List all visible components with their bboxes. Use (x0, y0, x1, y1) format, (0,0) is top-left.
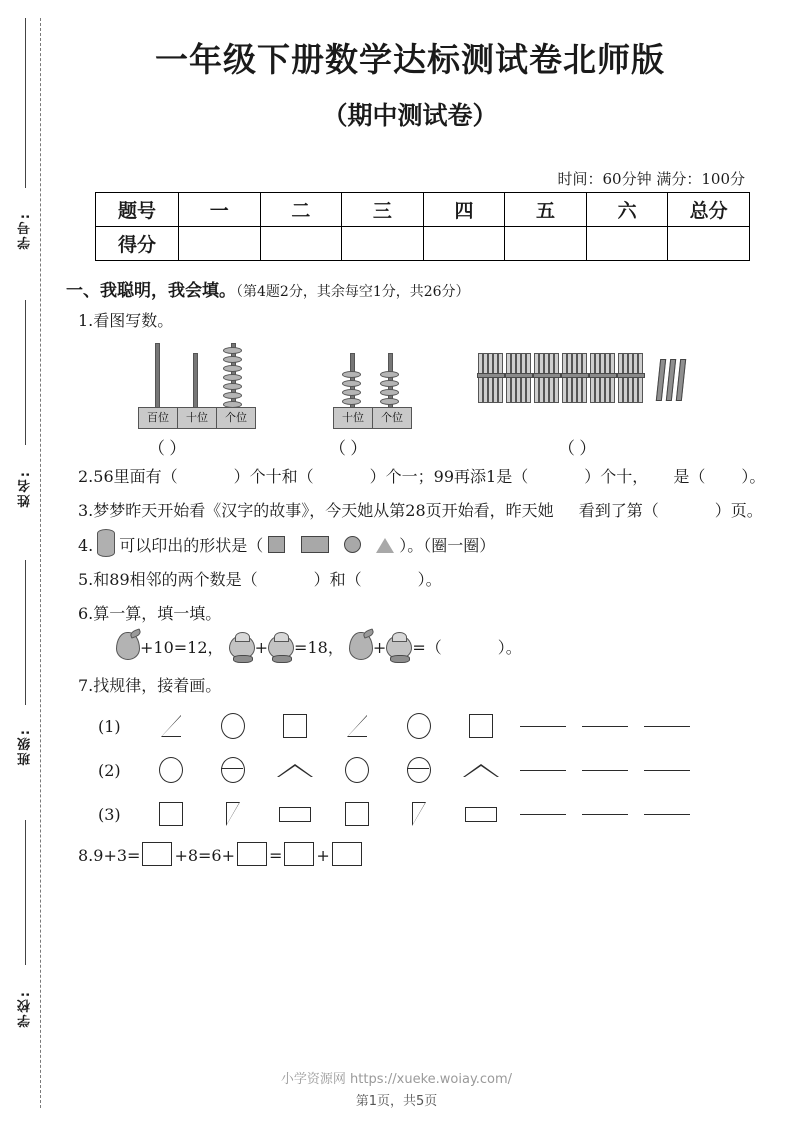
right-triangle-icon (161, 715, 181, 737)
student-info-margin (0, 0, 60, 1122)
page-subtitle: （期中测试卷） (322, 101, 498, 130)
stick-bundles-figure (478, 339, 748, 459)
question-2-text-d: ）个十， (584, 467, 649, 486)
stick-bundle (478, 353, 502, 401)
col-header-total: 总分 (668, 193, 750, 227)
rectangle-icon[interactable] (301, 536, 329, 553)
row-label-question-no: 题号 (96, 193, 179, 227)
pattern-cell (388, 802, 450, 826)
question-5-text-c: ）。 (417, 570, 442, 589)
blank-line (582, 770, 628, 771)
question-8-text-c: = (269, 846, 283, 865)
page-title: 一年级下册数学达标测试卷北师版 (155, 40, 665, 79)
score-cell-3[interactable] (342, 227, 424, 261)
section-heading (66, 276, 770, 301)
single-stick (666, 359, 676, 401)
margin-item-name (8, 470, 42, 512)
col-header-2: 二 (260, 193, 342, 227)
question-1-stem: 1.看图写数。 (78, 311, 174, 330)
answer-box[interactable] (142, 842, 172, 866)
pattern-cell (450, 807, 512, 822)
abacus-bead (342, 389, 361, 396)
footer-page-number: 第1页，共5页 (355, 1094, 438, 1109)
score-cell-2[interactable] (260, 227, 342, 261)
abacus-base (138, 407, 256, 429)
abacus-bead (223, 356, 242, 363)
pattern-cell (264, 764, 326, 777)
question-7-stem: 7.找规律，接着画。 (78, 676, 222, 695)
question-3-text-a: 看到了第（ (578, 501, 659, 520)
page-footer (0, 1068, 793, 1109)
answer-paren-abacus1[interactable]: （ ） (148, 439, 187, 458)
exam-content (60, 276, 770, 874)
section-heading-note: （第4题2分，其余每空1分，共26分） (236, 284, 470, 300)
question-8 (78, 840, 770, 872)
question-6-eq3-end: ）。 (497, 638, 522, 657)
triangle-icon[interactable] (376, 538, 394, 553)
question-2-text-c: ）个一；99再添1是（ (369, 467, 529, 486)
col-header-6: 六 (586, 193, 668, 227)
pattern-label-2: (2) (98, 760, 121, 780)
question-6-eq3-op2: =（ (412, 638, 442, 657)
abacus-bead (223, 392, 242, 399)
pattern-cell (326, 757, 388, 783)
abacus-bead (223, 374, 242, 381)
flat-triangle-icon (277, 764, 313, 777)
circle-icon (221, 713, 245, 739)
abacus-bead (223, 347, 242, 354)
stick-bundle (618, 353, 642, 401)
stick-group (478, 353, 684, 401)
pattern-cell (202, 757, 264, 783)
peach-icon (386, 635, 412, 659)
question-2-text-e: 是（ (673, 467, 706, 486)
question-1-figures (78, 339, 770, 459)
abacus-base (333, 407, 412, 429)
horizontal-rectangle-icon (465, 807, 497, 822)
square-icon (159, 802, 183, 826)
abacus-bead (342, 371, 361, 378)
question-5-text-b: ）和（ (313, 570, 362, 589)
blank-line (520, 770, 566, 771)
margin-item-school (8, 990, 42, 1032)
pattern-answer-blank[interactable] (512, 770, 574, 771)
margin-rule (25, 560, 26, 705)
pattern-cell (140, 715, 202, 737)
abacus-bead (380, 389, 399, 396)
pattern-answer-blank[interactable] (512, 814, 574, 815)
question-5-text-a: 5.和89相邻的两个数是（ (78, 570, 258, 589)
blank-line (582, 814, 628, 815)
question-6-eq1: +10=12， (140, 638, 224, 657)
pattern-answer-blank[interactable] (574, 726, 636, 727)
margin-rule (25, 18, 26, 188)
abacus-label-tens: 十位 (334, 408, 373, 428)
pattern-cell (202, 713, 264, 739)
pattern-answer-blank[interactable] (574, 770, 636, 771)
question-8-text-b: +8=6+ (174, 846, 236, 865)
right-triangle-icon (347, 715, 367, 737)
abacus-two-column (329, 339, 423, 459)
question-2-text-f: ）。 (741, 467, 766, 486)
abacus-bead (342, 380, 361, 387)
score-cell-1[interactable] (179, 227, 261, 261)
score-cell-6[interactable] (586, 227, 668, 261)
question-2-text-b: ）个十和（ (233, 467, 314, 486)
cylinder-icon (97, 529, 115, 557)
col-header-1: 一 (179, 193, 261, 227)
pattern-cell (388, 757, 450, 783)
question-3-line1: 3.梦梦昨天开始看《汉字的故事》，今天她从第28页开始看，昨天她 (78, 501, 554, 520)
blank-line (520, 814, 566, 815)
question-5 (78, 564, 770, 596)
peach-icon (268, 635, 294, 659)
abacus-bead (380, 398, 399, 405)
score-table (95, 192, 750, 261)
table-row-header (96, 193, 750, 227)
margin-rule (25, 300, 26, 445)
square-icon (283, 714, 307, 738)
pattern-cell (264, 714, 326, 738)
abacus-bead (380, 371, 399, 378)
thin-triangle-icon (226, 802, 240, 826)
pattern-answer-blank[interactable] (574, 814, 636, 815)
margin-item-student-id (8, 212, 42, 254)
blank-line (644, 770, 690, 771)
circle-icon (407, 713, 431, 739)
question-4 (78, 529, 770, 562)
question-3-line2 (579, 495, 763, 527)
question-6-eq2-op1: + (254, 638, 269, 657)
stick-bundle (590, 353, 614, 401)
pattern-cell (450, 714, 512, 738)
pattern-answer-blank[interactable] (512, 726, 574, 727)
circle-icon (159, 757, 183, 783)
pattern-label-3: (3) (98, 804, 121, 824)
stick-bundle (534, 353, 558, 401)
question-6-stem: 6.算一算，填一填。 (78, 604, 222, 623)
question-3 (78, 495, 770, 527)
pattern-cell (202, 802, 264, 826)
pattern-cell (450, 764, 512, 777)
row-label-score: 得分 (96, 227, 179, 261)
stick-bundle (562, 353, 586, 401)
abacus-label-tens: 十位 (178, 408, 217, 428)
pattern-row-2 (98, 748, 770, 792)
square-icon[interactable] (268, 536, 285, 553)
exam-meta-info: 时间：60分钟 满分：100分 (557, 170, 745, 188)
pattern-cell (388, 713, 450, 739)
margin-label-school: 学校: (17, 990, 33, 1028)
answer-paren-abacus2[interactable]: （ ） (329, 439, 368, 458)
square-icon (345, 802, 369, 826)
blank-line (582, 726, 628, 727)
pattern-row-3 (98, 792, 770, 836)
margin-label-name: 姓名: (17, 470, 33, 508)
col-header-3: 三 (342, 193, 424, 227)
table-row-scores (96, 227, 750, 261)
pattern-label-1: (1) (98, 716, 121, 736)
flat-triangle-icon (463, 764, 499, 777)
pattern-answer-blank[interactable] (636, 770, 698, 771)
blank-line (644, 726, 690, 727)
circle-icon (345, 757, 369, 783)
abacus-label-ones: 个位 (225, 411, 247, 424)
answer-paren-sticks[interactable]: （ ） (558, 439, 597, 458)
col-header-5: 五 (505, 193, 587, 227)
answer-box[interactable] (237, 842, 267, 866)
pattern-row-1 (98, 704, 770, 748)
question-6-equations (116, 632, 770, 664)
pattern-cell (326, 802, 388, 826)
pattern-answer-blank[interactable] (636, 726, 698, 727)
score-cell-4[interactable] (423, 227, 505, 261)
abacus-three-column (138, 339, 258, 459)
pattern-cell (264, 807, 326, 822)
question-6-eq3-op1: + (372, 638, 387, 657)
margin-rule (25, 820, 26, 965)
pattern-cell (326, 715, 388, 737)
question-2-text-a: 2.56里面有（ (78, 467, 178, 486)
question-4-mid: 可以印出的形状是（ (119, 536, 264, 555)
answer-box[interactable] (284, 842, 314, 866)
abacus-bead (223, 365, 242, 372)
question-3-text-b: ）页。 (714, 501, 763, 520)
score-cell-5[interactable] (505, 227, 587, 261)
question-4-suffix: ）。（圈一圈） (399, 536, 496, 555)
abacus-bead (380, 380, 399, 387)
fold-dashed-line (40, 18, 41, 1108)
abacus-label-hundreds: 百位 (139, 408, 178, 428)
question-6-eq2-op2: =18， (294, 638, 344, 657)
horizontal-rectangle-icon (279, 807, 311, 822)
single-stick (676, 359, 686, 401)
abacus-label-ones: 个位 (381, 411, 403, 424)
pattern-answer-blank[interactable] (636, 814, 698, 815)
question-8-text-a: 8.9+3= (78, 846, 141, 865)
thin-triangle-icon (412, 802, 426, 826)
circle-with-line-icon (221, 757, 245, 783)
circle-icon[interactable] (344, 536, 361, 553)
stick-bundle (506, 353, 530, 401)
margin-item-class (8, 728, 42, 770)
pattern-cell (140, 802, 202, 826)
answer-box[interactable] (332, 842, 362, 866)
peach-icon (229, 635, 255, 659)
pattern-cell (140, 757, 202, 783)
blank-line (644, 814, 690, 815)
single-stick (656, 359, 666, 401)
question-8-text-d: + (316, 846, 330, 865)
section-heading-text: 一、我聪明，我会填。 (66, 281, 236, 301)
blank-line (520, 726, 566, 727)
pear-icon (349, 632, 373, 660)
col-header-4: 四 (423, 193, 505, 227)
abacus-bead (342, 398, 361, 405)
footer-site: 小学资源网 https://xueke.woiay.com/ (280, 1072, 513, 1087)
margin-label-student-id: 学号: (17, 212, 33, 250)
question-2 (78, 461, 770, 493)
score-cell-total[interactable] (668, 227, 750, 261)
question-4-prefix: 4. (78, 536, 94, 555)
pear-icon (116, 632, 140, 660)
square-icon (469, 714, 493, 738)
margin-label-class: 班级: (17, 728, 33, 766)
question-2-line2 (673, 461, 765, 493)
abacus-bead (223, 383, 242, 390)
circle-with-line-icon (407, 757, 431, 783)
